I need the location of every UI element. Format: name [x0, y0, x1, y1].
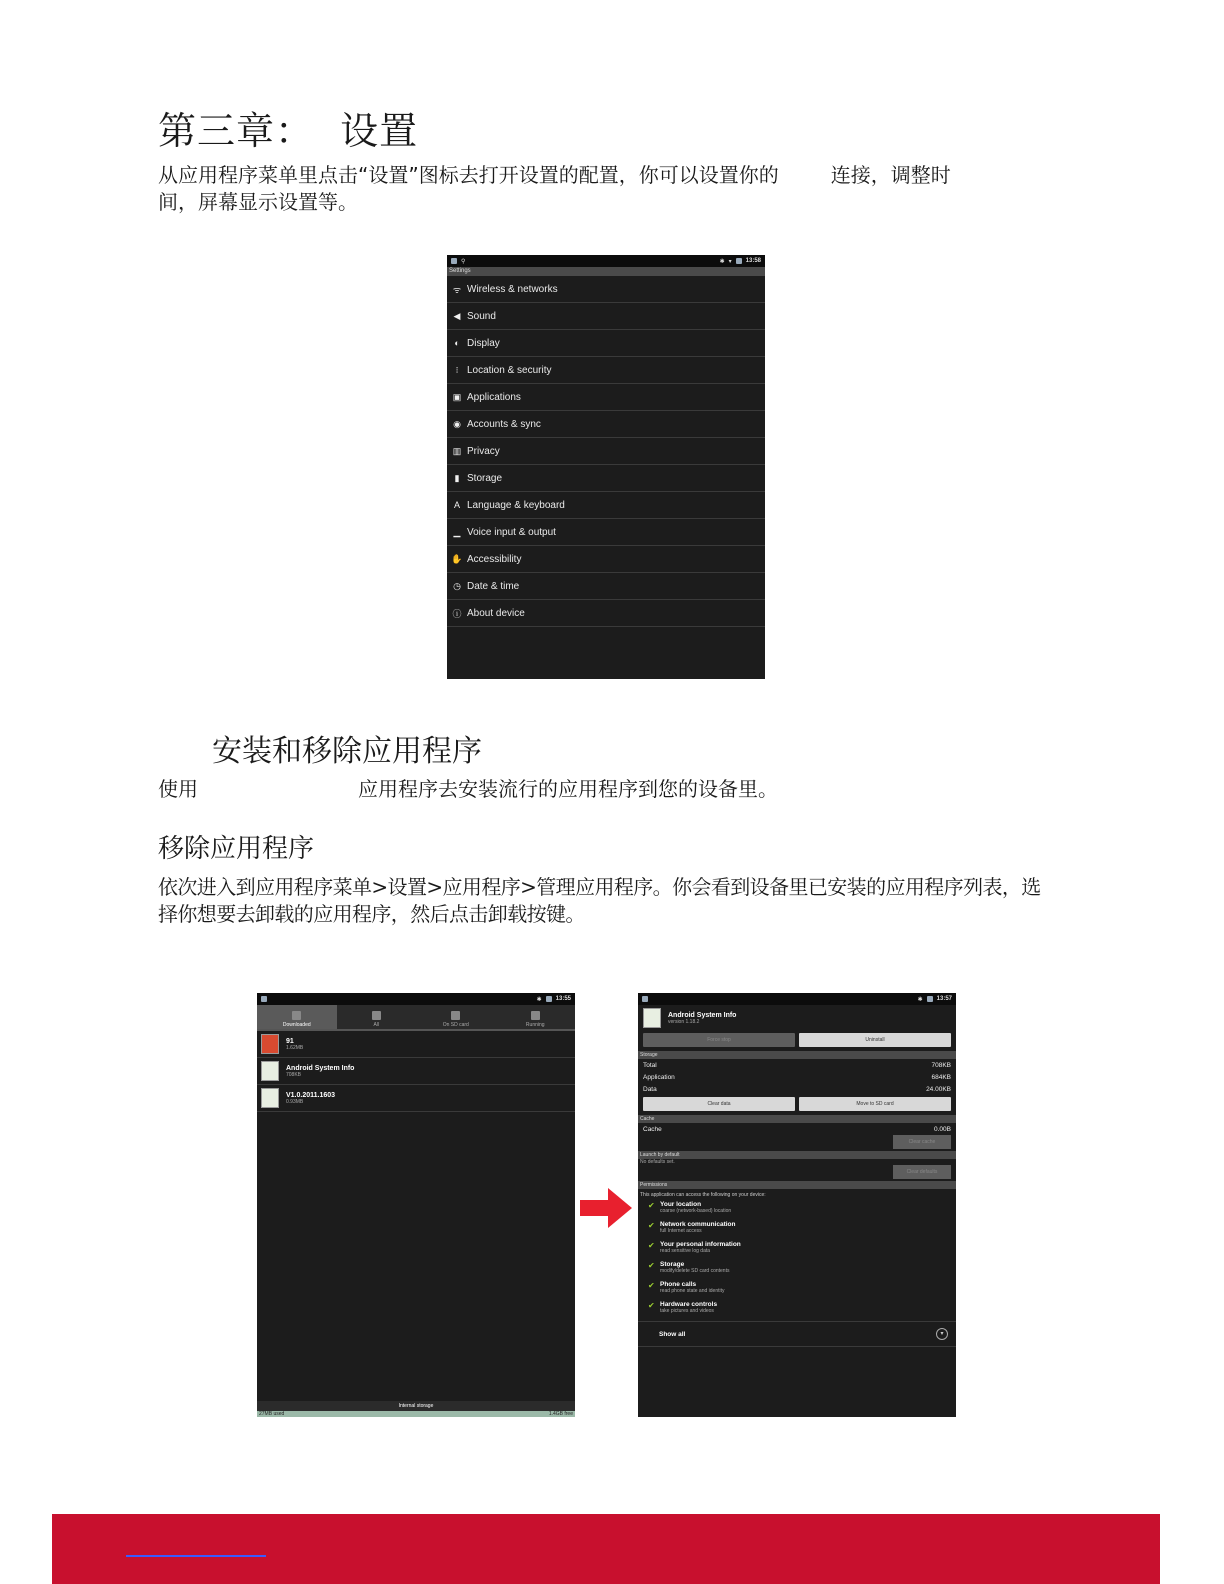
tab-icon — [292, 1011, 301, 1020]
battery-icon — [927, 996, 933, 1002]
application-label: Application — [643, 1073, 675, 1081]
internal-storage-bar — [257, 1401, 575, 1417]
tab[interactable] — [337, 1005, 417, 1029]
settings-item-label: Applications — [467, 391, 521, 403]
settings-item-label: Accounts & sync — [467, 418, 541, 430]
footer-bar — [52, 1514, 1160, 1584]
privacy-icon: ▥ — [452, 445, 462, 456]
settings-item-label: Accessibility — [467, 553, 522, 565]
settings-item[interactable] — [447, 384, 765, 411]
apps-list-screenshot — [257, 993, 575, 1417]
status-bar — [638, 993, 956, 1005]
status-bar — [447, 255, 765, 267]
hand-icon: ✋ — [451, 553, 463, 564]
permission-item — [638, 1201, 956, 1221]
tab[interactable] — [416, 1005, 496, 1029]
display-icon: ◐ — [454, 338, 460, 348]
settings-item[interactable] — [447, 600, 765, 627]
permission-desc: coarse (network-based) location — [660, 1208, 732, 1214]
app-list-item[interactable] — [257, 1031, 575, 1058]
applications-icon: ▣ — [452, 391, 462, 402]
intro-line2: 间，屏幕显示设置等。 — [158, 190, 358, 214]
bluetooth-icon: ✱ — [719, 258, 725, 265]
tab-label: On SD card — [442, 1022, 469, 1028]
total-row — [638, 1059, 956, 1071]
app-info-header — [638, 1005, 956, 1031]
tab-icon — [531, 1011, 540, 1020]
storage-used: 27MB used — [259, 1411, 285, 1417]
settings-item[interactable] — [447, 546, 765, 573]
app-info-screenshot — [638, 993, 956, 1417]
permissions-intro: This application can access the following on your device: — [640, 1192, 766, 1198]
footer-link-underline — [126, 1555, 266, 1557]
status-time: 13:58 — [745, 258, 761, 264]
settings-item-label: Voice input & output — [467, 526, 556, 538]
storage-header: Storage — [638, 1051, 956, 1059]
data-value: 24.00KB — [926, 1085, 951, 1093]
remove-line1: 依次进入到应用程序菜单>设置>应用程序>管理应用程序。你会看到设备里已安装的应用程序列表，选 — [158, 875, 1041, 899]
total-label: Total — [643, 1061, 657, 1069]
check-icon: ✔ — [648, 1261, 655, 1270]
settings-item-label: Display — [467, 337, 500, 349]
app-list — [257, 1031, 575, 1112]
check-icon: ✔ — [648, 1201, 655, 1210]
permission-desc: full Internet access — [660, 1228, 702, 1234]
bluetooth-icon: ✱ — [536, 996, 542, 1003]
uninstall-button[interactable]: Uninstall — [799, 1033, 951, 1047]
app-info-name: Android System Info — [668, 1011, 737, 1019]
clock-icon: ◷ — [453, 580, 461, 591]
section-remove-title: 移除应用程序 — [158, 834, 315, 864]
intro-paragraph — [158, 162, 1078, 216]
show-all-label: Show all — [659, 1330, 686, 1338]
app-size: 708KB — [286, 1071, 302, 1078]
permission-title: Hardware controls — [660, 1301, 718, 1308]
permission-desc: take pictures and videos — [660, 1308, 714, 1314]
app-info-version: version 1.18.2 — [668, 1018, 700, 1025]
cache-label: Cache — [643, 1125, 662, 1133]
clear-defaults-button[interactable]: Clear defaults — [893, 1165, 951, 1179]
launch-header: Launch by default — [638, 1151, 956, 1159]
remove-paragraph — [158, 874, 1078, 928]
storage-free: 1.4GB free — [548, 1411, 573, 1417]
data-label: Data — [643, 1085, 657, 1093]
install-text-a: 使用 — [158, 777, 198, 801]
permission-title: Your location — [660, 1201, 702, 1208]
arrow-right-icon — [580, 1188, 632, 1228]
show-all-row[interactable] — [638, 1321, 956, 1347]
install-paragraph — [158, 776, 1078, 803]
wifi-icon: ᯤ — [452, 284, 462, 295]
app-icon — [643, 1008, 661, 1028]
permission-title: Storage — [660, 1261, 685, 1268]
application-row — [638, 1071, 956, 1083]
chapter-heading: 第三章： 设置 — [158, 109, 419, 153]
speaker-icon: ◀ — [453, 310, 461, 321]
storage-fill — [257, 1411, 575, 1417]
permission-desc: modify/delete SD card contents — [660, 1268, 730, 1274]
wifi-icon: ▾ — [728, 258, 732, 265]
tab[interactable] — [496, 1005, 576, 1029]
check-icon: ✔ — [648, 1281, 655, 1290]
notification-icon — [642, 996, 648, 1002]
force-stop-button[interactable]: Force stop — [643, 1033, 795, 1047]
storage-icon: ▮ — [454, 472, 460, 483]
settings-item[interactable] — [447, 411, 765, 438]
settings-item[interactable] — [447, 465, 765, 492]
tab-icon — [451, 1011, 460, 1020]
intro-line1b: 连接，调整时 — [830, 163, 951, 187]
settings-item[interactable] — [447, 438, 765, 465]
check-icon: ✔ — [648, 1241, 655, 1250]
tab-label: Running — [525, 1022, 545, 1028]
storage-label: Internal storage — [398, 1403, 434, 1409]
permission-item — [638, 1221, 956, 1241]
settings-screenshot — [447, 255, 765, 679]
tab-label: Downloaded — [282, 1022, 311, 1028]
settings-item-label: Date & time — [467, 580, 520, 592]
settings-item[interactable] — [447, 492, 765, 519]
data-row — [638, 1083, 956, 1095]
remove-line2: 择你想要去卸载的应用程序，然后点击卸载按键。 — [158, 902, 585, 926]
settings-item[interactable] — [447, 330, 765, 357]
settings-item-label: About device — [467, 607, 525, 619]
check-icon: ✔ — [648, 1301, 655, 1310]
settings-item[interactable] — [447, 276, 765, 303]
settings-item[interactable] — [447, 357, 765, 384]
settings-item[interactable] — [447, 573, 765, 600]
settings-item-label: Wireless & networks — [467, 283, 558, 295]
app-name: V1.0.2011.1603 — [286, 1091, 336, 1099]
app-name: Android System Info — [286, 1064, 355, 1072]
app-icon — [261, 1034, 279, 1054]
settings-item-label: Privacy — [467, 445, 500, 457]
permissions-list — [638, 1201, 956, 1321]
voice-icon: ▁ — [453, 526, 461, 537]
app-icon — [261, 1061, 279, 1081]
settings-item[interactable] — [447, 519, 765, 546]
permission-item — [638, 1301, 956, 1321]
settings-item[interactable] — [447, 303, 765, 330]
permission-title: Network communication — [660, 1221, 736, 1228]
permissions-header: Permissions — [638, 1181, 956, 1189]
sync-icon: ◉ — [453, 418, 461, 429]
settings-title: Settings — [447, 267, 765, 276]
settings-list — [447, 276, 765, 627]
clear-cache-button[interactable]: Clear cache — [893, 1135, 951, 1149]
app-icon — [261, 1088, 279, 1108]
status-bar — [257, 993, 575, 1005]
chevron-down-icon[interactable]: ▾ — [936, 1328, 948, 1340]
cache-row — [638, 1123, 956, 1135]
clear-data-button[interactable]: Clear data — [643, 1097, 795, 1111]
section-install-title: 安装和移除应用程序 — [212, 734, 482, 769]
settings-item-label: Sound — [467, 310, 496, 322]
app-size: 0.93MB — [286, 1098, 304, 1105]
app-list-item[interactable] — [257, 1058, 575, 1085]
intro-line1a: 从应用程序菜单里点击“设置”图标去打开设置的配置，你可以设置你的 — [158, 163, 779, 187]
app-name: 91 — [286, 1037, 294, 1045]
permission-desc: read sensitive log data — [660, 1248, 711, 1254]
status-time: 13:57 — [936, 996, 952, 1002]
keyboard-icon: A — [453, 500, 460, 510]
cache-value: 0.00B — [934, 1125, 951, 1133]
app-size: 1.62MB — [286, 1044, 304, 1051]
application-value: 684KB — [931, 1073, 951, 1081]
battery-icon — [546, 996, 552, 1002]
permission-item — [638, 1281, 956, 1301]
bluetooth-icon: ✱ — [917, 996, 923, 1003]
notification-icon — [451, 258, 457, 264]
cache-header: Cache — [638, 1115, 956, 1123]
move-to-sd-button[interactable]: Move to SD card — [799, 1097, 951, 1111]
app-tabs — [257, 1005, 575, 1031]
notification-icon — [261, 996, 267, 1002]
total-value: 708KB — [931, 1061, 951, 1069]
app-list-item[interactable] — [257, 1085, 575, 1112]
settings-item-label: Language & keyboard — [467, 499, 565, 511]
permission-item — [638, 1241, 956, 1261]
check-icon: ✔ — [648, 1221, 655, 1230]
settings-item-label: Storage — [467, 472, 503, 484]
battery-icon — [736, 258, 742, 264]
info-icon: ⓘ — [452, 608, 462, 619]
tab[interactable] — [257, 1005, 337, 1029]
usb-icon: ⚲ — [461, 258, 466, 265]
settings-item-label: Location & security — [467, 364, 552, 376]
tab-label: All — [373, 1022, 380, 1028]
permission-desc: read phone state and identity — [660, 1288, 725, 1294]
no-defaults-text: No defaults set. — [640, 1159, 675, 1165]
permission-title: Phone calls — [660, 1281, 697, 1288]
tab-icon — [372, 1011, 381, 1020]
permission-item — [638, 1261, 956, 1281]
status-time: 13:55 — [555, 996, 571, 1002]
permission-title: Your personal information — [660, 1241, 741, 1248]
install-text-b: 应用程序去安装流行的应用程序到您的设备里。 — [358, 777, 778, 801]
grid-icon: ⁝ — [455, 364, 459, 375]
